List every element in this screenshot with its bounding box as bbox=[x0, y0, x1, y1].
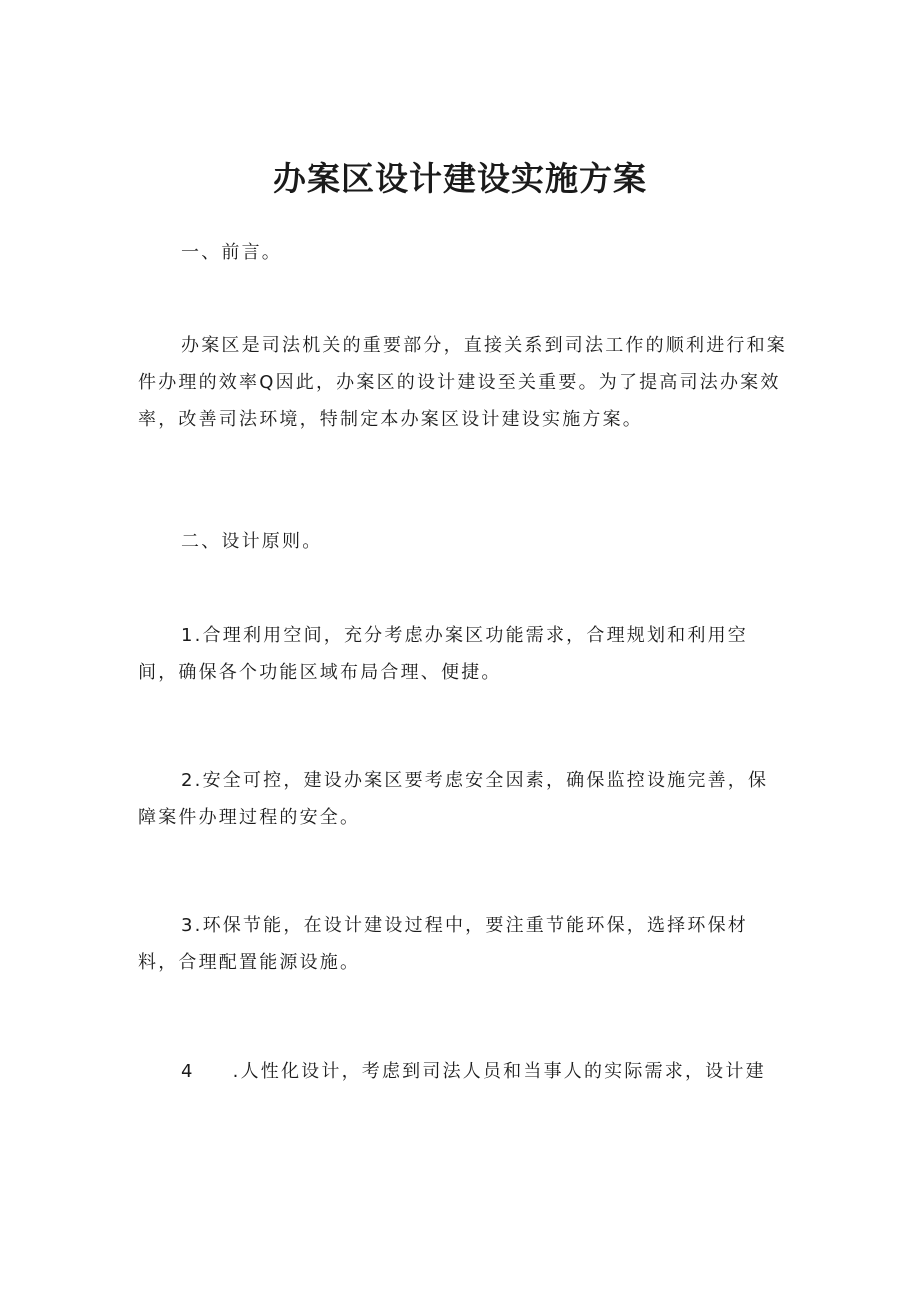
principle-number: 1 bbox=[181, 625, 195, 646]
section-heading-design-principles: 二、设计原则。 bbox=[181, 531, 323, 552]
principle-item-3 bbox=[138, 907, 788, 981]
principle-item-1 bbox=[138, 617, 788, 691]
principle-number: 3 bbox=[181, 915, 195, 936]
principle-number: 4 bbox=[181, 1061, 195, 1082]
principle-item-4 bbox=[138, 1053, 788, 1090]
principle-text: .合理利用空间，充分考虑办案区功能需求，合理规划和利用空间，确保各个功能区域布局合理、便捷。 bbox=[138, 625, 748, 683]
principle-text: .安全可控，建设办案区要考虑安全因素，确保监控设施完善，保障案件办理过程的安全。 bbox=[138, 770, 769, 828]
intro-paragraph: 办案区是司法机关的重要部分，直接关系到司法工作的顺利进行和案件办理的效率Q因此，办案区的设计建设至关重要。为了提高司法办案效率，改善司法环境，特制定本办案区设计建设实施方案。 bbox=[138, 335, 787, 430]
document-title: 办案区设计建设实施方案 bbox=[273, 159, 647, 199]
section-heading-preface: 一、前言。 bbox=[181, 242, 282, 263]
principle-item-2 bbox=[138, 762, 788, 836]
principle-number: 2 bbox=[181, 770, 195, 791]
principle-text: .环保节能，在设计建设过程中，要注重节能环保，选择环保材料，合理配置能源设施。 bbox=[138, 915, 748, 973]
principle-text: .人性化设计，考虑到司法人员和当事人的实际需求，设计建 bbox=[232, 1061, 766, 1082]
